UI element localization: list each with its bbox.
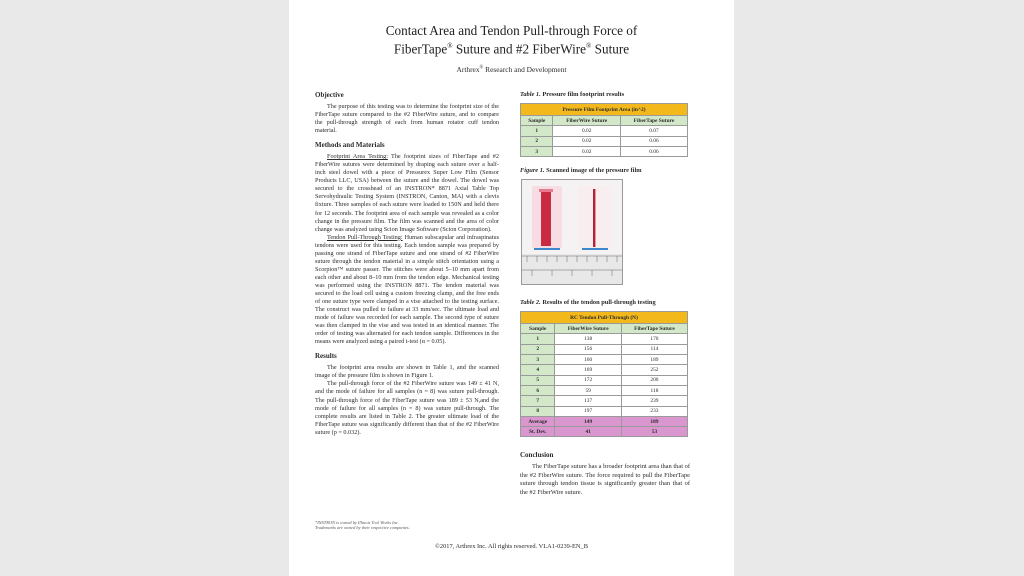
table2-header: FiberTape Suture [621,324,687,334]
table-row: 8 197 233 [521,406,688,416]
table1-header: FiberTape Suture [620,116,687,126]
pressure-film-scan-graphic [522,180,622,284]
pullthrough-table [520,311,688,437]
table-row: 3 0.02 0.06 [521,146,688,156]
pullthrough-paragraph: Tendon Pull-Through Testing: Human subscapular and infraspinatus tendons were used for this testing. Each tendon sample was prepared by passing one strand of FiberTape suture and one strand of #2 FiberWire suture through the tendon material in a simple stitch orientation using a Scorpion™ suture passer. The stitches were about 5–10 mm apart from each other and about 8–10 mm from the tendon edge. Mechanical testing was performed using the INSTRON 8871. The tendon material was secured to the load cell using a custom freezing clamp, and the free ends of one suture type were clamped in a vise attached to the testing surface. The construct was pulled to failure at 33 mm/sec. The ultimate load and mode of failure was recorded for each sample. The second type of suture was then clamped in the vise and was tested in an identical manner. The order of testing was alternated for each tendon sample. Differences in the means were analyzed using a paired t-test (α = 0.05). [315,233,499,346]
table2-title: RC Tendon Pull-Through (N) [521,312,688,324]
figure1-caption: Figure 1. Scanned image of the pressure film [520,167,642,175]
title-line-1: Contact Area and Tendon Pull-through Force of [385,23,638,38]
table2-caption: Table 2. Results of the tendon pull-through testing [520,299,656,307]
pullthrough-label: Tendon Pull-Through Testing: [327,233,403,241]
table-row: 1 138 170 [521,334,688,344]
average-row: Average 149 189 [521,416,688,426]
left-column [315,91,499,437]
table2-header: Sample [521,324,555,334]
footprint-table [520,103,688,157]
table-row: 2 156 114 [521,344,688,354]
results-heading: Results [315,352,337,361]
pressure-film-image [521,179,623,285]
table-row: 5 172 200 [521,375,688,385]
document-title [289,23,734,57]
footprint-paragraph: Footprint Area Testing: The footprint sizes of FiberTape and #2 FiberWire sutures were determined by draping each suture over a half-inch steel dowel with a piece of Pressurex Super Low Film (Sensor Products LLC, USA) between the suture and the dowel. The dowel was secured to the crosshead of an INSTRON* 8871 Axial Table Top Servohydraulic Testing System (INSTRON, Canton, MA) with a clevis fixture. Three samples of each suture were loaded to 150N and held there for 12 seconds. The footprint area of each sample was revealed as a color change in the pressure film. The film was scanned and the area of color change was analyzed using Scion Image Software (Scion Corporation). [315,153,499,233]
results-paragraph-2: The pull-through force of the #2 FiberWire suture was 149 ± 41 N, and the mode of failure for all samples (n = 8) was suture pull-through. The pull-through force of the FiberTape suture was 189 ± 53 N,and the mode of failure for all samples (n = 8) was suture pull-through. The complete results are listed in Table 2. The greater ultimate load of the FiberTape suture was significantly different than that of the #2 FiberWire suture (p = 0.032). [315,380,499,436]
results-paragraph-1: The footprint area results are shown in Table 1, and the scanned image of the pressure film is shown in Figure 1. [315,364,499,380]
table1-caption: Table 1. Pressure film footprint results [520,91,625,98]
table1-header: Sample [521,116,553,126]
conclusion-text: The FiberTape suture has a broader footprint area than that of the #2 FiberWire suture. The force required to pull the FiberTape suture through tendon tissue is significantly greater than that of the #2 FiberWire suture. [520,463,690,496]
table-row: 2 0.02 0.06 [521,136,688,146]
table-row: 3 160 189 [521,355,688,365]
table1-header: FiberWire Suture [553,116,620,126]
table-row: 4 169 252 [521,365,688,375]
footprint-label: Footprint Area Testing: [327,153,388,161]
table-row: 1 0.02 0.07 [521,126,688,136]
table-row: 6 59 118 [521,385,688,395]
title-line-2: FiberTape® Suture and #2 FiberWire® Suture [393,40,630,56]
table1-title: Pressure Film Footprint Area (in^2) [521,104,688,116]
right-column [520,91,690,497]
conclusion-section [520,451,690,497]
copyright-footer: ©2017, Arthrex Inc. All rights reserved. VLA1-0239-EN_B [435,543,588,550]
objective-heading: Objective [315,91,344,99]
author-line: Arthrex® Research and Development [456,65,567,74]
stdev-row: St. Dev. 41 53 [521,427,688,437]
document-page [289,0,734,576]
footnotes: *INSTRON is owned by Illinois Tool Works Inc. Trademarks are owned by their respective companies. [315,520,410,531]
conclusion-heading: Conclusion [520,451,554,460]
table-row: 7 137 239 [521,396,688,406]
methods-heading: Methods and Materials [315,141,385,150]
table2-header: FiberWire Suture [555,324,621,334]
objective-text: The purpose of this testing was to determine the footprint size of the FiberTape suture compared to the #2 FiberWire suture, and to compare the pull-through strength of each from human rotator cuff tendon material. [315,103,499,135]
